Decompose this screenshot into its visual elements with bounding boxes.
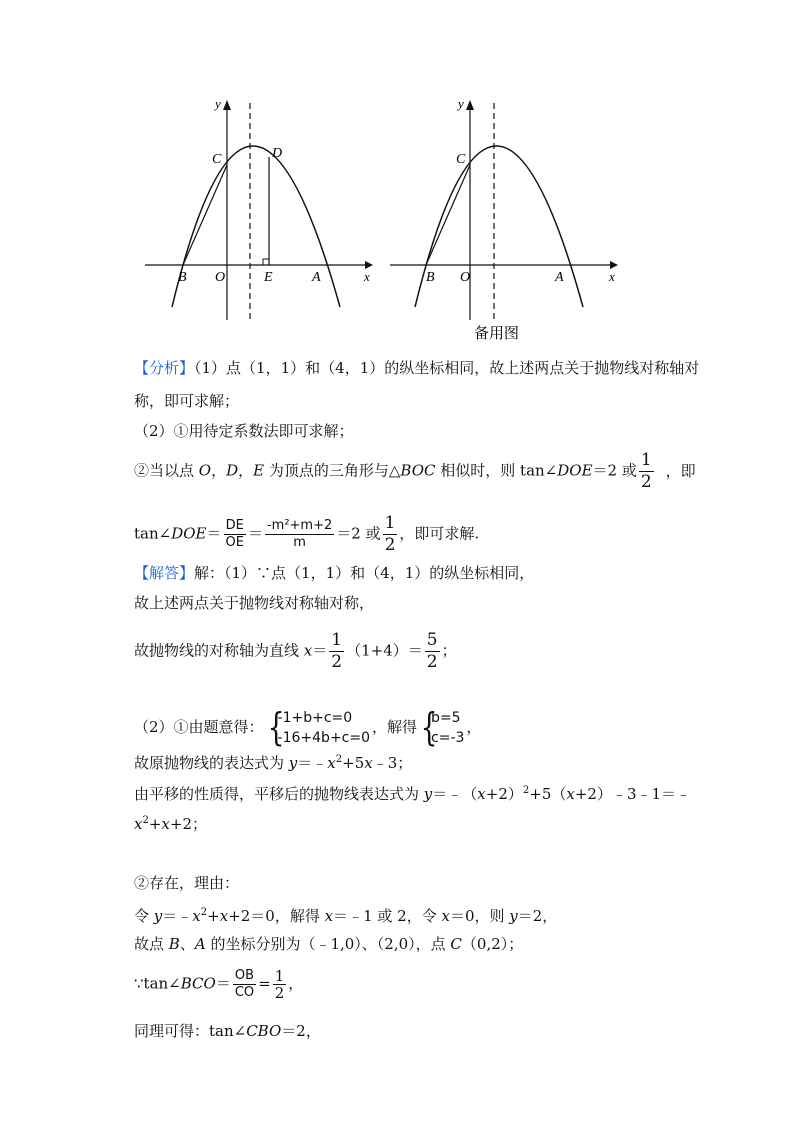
- y-axis-arrow: [223, 100, 231, 110]
- text: 相似时，则 tan∠: [435, 461, 558, 480]
- fraction-den: m: [293, 535, 306, 550]
- math-var: B: [168, 935, 180, 953]
- equation-row: c=-3: [431, 730, 465, 746]
- text: ＝﹣1 或 2，令: [333, 907, 442, 925]
- equation-system: [264, 705, 371, 749]
- fraction-num: 1: [331, 630, 343, 650]
- text: ，: [288, 974, 304, 993]
- label-c: C: [212, 152, 222, 167]
- label-y: y: [215, 96, 221, 111]
- figure-right: [385, 95, 625, 345]
- text: ＝: [247, 524, 263, 543]
- math-var: E: [253, 461, 265, 480]
- fraction-num: -m²+m+2: [266, 518, 333, 533]
- text: ∵tan∠: [134, 974, 181, 993]
- analysis-text: （2）①用待定系数法即可求解；: [134, 422, 354, 440]
- text: tan∠: [134, 524, 172, 543]
- text: +2；: [169, 815, 208, 833]
- analysis-tag: 【分析】: [134, 359, 195, 377]
- text: ，: [466, 718, 482, 736]
- math-var: O: [198, 461, 212, 480]
- analysis-line-4: [134, 450, 696, 493]
- solution-line-5: [134, 750, 412, 773]
- fraction-num: OB: [233, 968, 256, 985]
- math-var: x: [441, 907, 450, 925]
- math-var: x: [364, 754, 373, 772]
- label-b: B: [178, 270, 187, 285]
- text: ②当以点: [134, 461, 199, 480]
- fraction-den: 2: [426, 652, 438, 672]
- fraction-den: CO: [234, 985, 255, 1000]
- text: 由平移的性质得，平移后的抛物线表达式为: [134, 785, 424, 803]
- solution-system: [417, 705, 465, 749]
- text: +2）﹣3﹣1＝﹣: [574, 785, 692, 803]
- math-var: DOE: [171, 524, 207, 543]
- math-var: CBO: [246, 1022, 282, 1040]
- solution-line-8: [134, 873, 239, 893]
- text: 令: [134, 907, 154, 925]
- fraction: [329, 630, 344, 673]
- text: ；: [441, 641, 457, 660]
- equation-row: -16+4b+c=0: [277, 730, 371, 746]
- math-var: x: [327, 754, 336, 772]
- solution-line-3: [134, 630, 457, 673]
- fraction-den: 2: [640, 472, 652, 492]
- text: 故原抛物线的表达式为: [134, 754, 289, 772]
- solution-line-10: [134, 934, 523, 954]
- math-var: y: [288, 754, 298, 772]
- fraction-num: 5: [426, 630, 438, 650]
- math-var: A: [194, 935, 206, 953]
- math-var: y: [423, 785, 433, 803]
- fraction-den: 2: [331, 652, 343, 672]
- fraction: [224, 518, 246, 551]
- superscript: 2: [200, 907, 208, 918]
- label-o: O: [215, 270, 226, 285]
- text: ＝0，则: [449, 907, 510, 925]
- superscript: 2: [142, 815, 149, 826]
- text: ＝2，: [517, 907, 558, 925]
- text: ﹣3；: [372, 754, 413, 772]
- fraction-den: 2: [274, 984, 285, 1002]
- text: ②存在，理由：: [134, 874, 240, 892]
- fraction: [425, 630, 440, 673]
- label-x: x: [609, 269, 615, 284]
- text: ＝2，: [281, 1022, 321, 1040]
- text: +: [148, 815, 162, 833]
- text: ，: [211, 461, 227, 480]
- math-var: x: [477, 785, 486, 803]
- segment-bc: [183, 165, 227, 265]
- fraction-num: 1: [274, 967, 285, 985]
- analysis-line-5: [134, 513, 479, 556]
- analysis-line-1: [134, 358, 699, 378]
- text: 故上述两点关于抛物线对称轴对称，: [134, 594, 375, 612]
- text: ＝﹣: [162, 907, 193, 925]
- label-a: A: [312, 270, 321, 285]
- math-var: C: [450, 935, 462, 953]
- analysis-line-2: [134, 391, 239, 411]
- analysis-text: （1）点（1，1）和（4，1）的纵坐标相同，故上述两点关于抛物线对称轴对: [194, 359, 700, 377]
- solution-line-1: [134, 563, 534, 583]
- fraction: [639, 450, 654, 493]
- text: +2＝0，解得: [228, 907, 325, 925]
- text: +5: [342, 754, 365, 772]
- brace-icon: {: [267, 705, 285, 749]
- fraction-den: 2: [384, 535, 396, 555]
- y-axis-arrow: [466, 100, 474, 110]
- math-var: y: [509, 907, 518, 925]
- math-var: x: [219, 907, 229, 925]
- fraction-num: 1: [640, 450, 652, 470]
- fraction: [383, 513, 398, 556]
- solution-line-11: [134, 968, 303, 1001]
- math-var: x: [324, 907, 334, 925]
- figure-caption: 备用图: [474, 326, 520, 342]
- label-b: B: [426, 270, 435, 285]
- label-y: y: [458, 96, 464, 111]
- text: ，: [238, 461, 254, 480]
- text: 故点: [134, 935, 169, 953]
- x-axis-arrow: [610, 261, 618, 269]
- text: 的坐标分别为（﹣1,0）、（2,0），点: [205, 935, 451, 953]
- text: （1+4）＝: [346, 641, 423, 660]
- equation-row: b=5: [431, 710, 461, 726]
- text: 故抛物线的对称轴为直线: [134, 641, 304, 660]
- solution-line-6: [134, 781, 691, 804]
- superscript: 2: [335, 754, 343, 765]
- text: ＝2 或: [336, 524, 381, 543]
- text: ，即可求解.: [399, 524, 480, 543]
- math-var: x: [161, 815, 170, 833]
- math-var: DOE: [557, 461, 593, 480]
- text: 解：（1）∵点（1，1）和（4，1）的纵坐标相同，: [194, 564, 535, 582]
- math-var: x: [303, 641, 313, 660]
- brace-icon: {: [420, 705, 438, 749]
- solution-tag: 【解答】: [134, 564, 195, 582]
- label-a: A: [555, 270, 564, 285]
- math-var: BCO: [180, 974, 216, 993]
- math-var: x: [192, 907, 201, 925]
- fraction-num: DE: [224, 518, 246, 535]
- superscript: 2: [522, 785, 530, 796]
- right-angle-mark: [263, 259, 269, 265]
- math-var: D: [226, 461, 239, 480]
- analysis-text: 称，即可求解；: [134, 392, 240, 410]
- label-d: D: [272, 146, 283, 161]
- text: ，解得: [372, 718, 418, 736]
- text: ＝: [312, 641, 328, 660]
- fraction: [273, 968, 287, 1001]
- text: ＝﹣: [297, 754, 328, 772]
- figure-left: [140, 95, 380, 325]
- solution-line-9: [134, 903, 557, 926]
- solution-line-2: [134, 593, 374, 613]
- text: （2）①由题意得：: [134, 718, 264, 736]
- math-var: x: [566, 785, 575, 803]
- fraction-den: OE: [225, 535, 244, 550]
- fraction: [265, 518, 334, 551]
- equation-row: -1+b+c=0: [277, 710, 353, 726]
- solution-line-12: [134, 1021, 321, 1041]
- text: +: [207, 907, 220, 925]
- solution-line-4: [134, 705, 482, 749]
- math-var: y: [153, 907, 163, 925]
- text: 同理可得：tan∠: [134, 1022, 247, 1040]
- solution-line-7: [134, 811, 207, 834]
- x-axis-arrow: [365, 261, 373, 269]
- fraction-num: 1: [384, 513, 396, 533]
- text: ＝: [215, 974, 231, 993]
- fraction: [233, 968, 256, 1001]
- text: （0,2）；: [461, 935, 524, 953]
- label-x: x: [364, 269, 370, 284]
- text: 为顶点的三角形与△: [264, 461, 401, 480]
- text: +2）: [485, 785, 523, 803]
- text: =: [258, 974, 271, 993]
- text: +5（: [529, 785, 567, 803]
- math-var: BOC: [400, 461, 436, 480]
- text: 、: [179, 935, 195, 953]
- segment-bc: [426, 165, 470, 265]
- label-o: O: [460, 270, 471, 285]
- analysis-line-3: [134, 421, 354, 441]
- math-var: x: [134, 815, 143, 833]
- text: ＝: [206, 524, 222, 543]
- text: ＝﹣（: [432, 785, 478, 803]
- text: ，即: [665, 461, 696, 480]
- label-e: E: [264, 270, 273, 285]
- label-c: C: [456, 152, 466, 167]
- text: ＝2 或: [592, 461, 637, 480]
